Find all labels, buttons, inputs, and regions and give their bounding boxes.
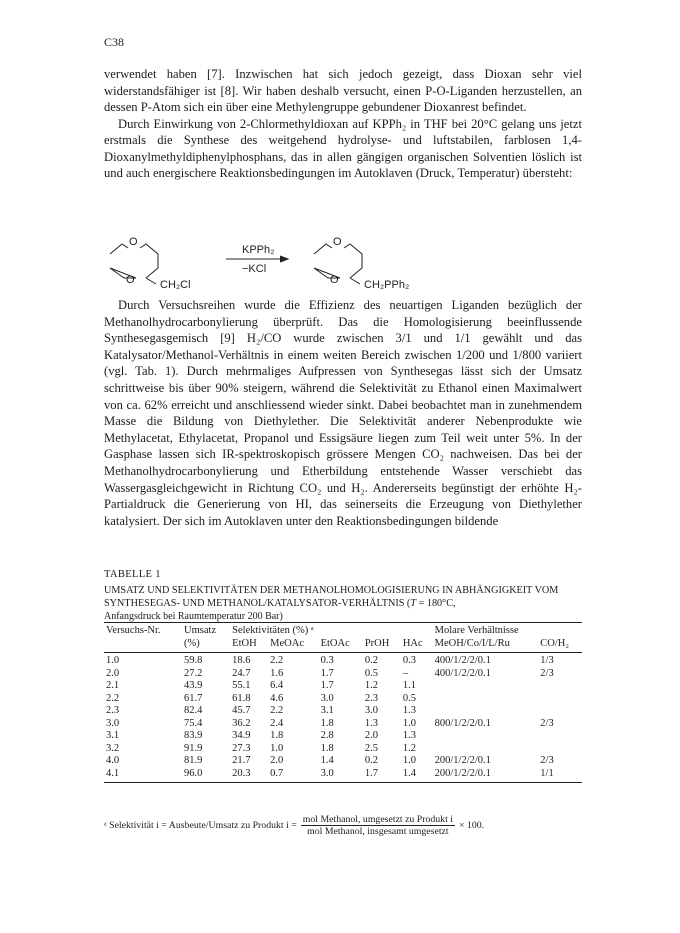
subcol-etoh: EtOH xyxy=(230,638,268,653)
table-cell: 3.0 xyxy=(319,768,363,783)
table-caption xyxy=(104,569,582,622)
table-cell: 2/3 xyxy=(540,755,554,766)
table-cell: 1.6 xyxy=(270,667,284,679)
col-versuch-blank xyxy=(104,638,182,653)
table-cell: 3.1 xyxy=(320,705,334,716)
table-cell: 34.9 xyxy=(232,730,251,741)
table-cell: 59.8 xyxy=(184,655,203,666)
table-cell: 1.7 xyxy=(320,680,334,691)
table-heading-tail: = 180°C, xyxy=(416,598,456,609)
table-cell xyxy=(538,705,582,718)
table-subheading: Anfangsdruck bei Raumtemperatur 200 Bar) xyxy=(104,611,283,622)
table-cell: 27.3 xyxy=(232,742,251,754)
table-cell: 4.6 xyxy=(270,692,284,704)
table-row xyxy=(104,730,582,743)
footnote-lead: ᵃ Selektivität i = Ausbeute/Umsatz zu Produkt i = xyxy=(104,820,297,831)
reaction-scheme xyxy=(104,228,582,292)
table-cell: 0.5 xyxy=(364,667,378,679)
table-cell xyxy=(433,730,539,743)
table-cell: 1.2 xyxy=(364,680,378,691)
col-umsatz: Umsatz xyxy=(182,623,230,638)
table-row xyxy=(104,705,582,718)
subcol-etoac: EtOAc xyxy=(319,638,363,653)
body-text-top xyxy=(104,66,582,182)
table-cell: 1.3 xyxy=(364,717,378,729)
table-cell xyxy=(433,705,539,718)
col-versuch: Versuchs-Nr. xyxy=(104,623,182,638)
table-cell xyxy=(433,693,539,706)
table-cell: 91.9 xyxy=(184,742,203,754)
table-cell: 0.2 xyxy=(364,755,378,766)
table-cell: 83.9 xyxy=(184,730,203,741)
table-row xyxy=(104,743,582,756)
table-cell: 1.8 xyxy=(320,717,334,729)
subcol-ratio: MeOH/Co/I/L/Ru xyxy=(433,638,539,653)
table-cell: 1.1 xyxy=(402,680,416,691)
reagent-top: KPPh₂ xyxy=(242,244,275,256)
table-row xyxy=(104,668,582,681)
product-bond xyxy=(350,278,360,284)
product-ring xyxy=(314,244,362,278)
table-cell: 0.3 xyxy=(320,655,334,666)
paragraph-2: Durch Einwirkung von 2-Chlormethyldioxan auf KPPh₂ in THF bei 20°C gelang uns jetzt erstmals die Synthese des weitgehend hydrolyse- und luftstabilen, farblosen 1,4-Dioxanylmethyldiphenylphosphans, das in allen gängigen organischen Solventien löslich ist und auch energischere Reaktionsbedingungen im Autoklaven (Druck, Temperatur) übersteht: xyxy=(104,116,582,180)
table-footnote xyxy=(104,814,582,837)
subcol-hac: HAc xyxy=(401,638,433,653)
table-heading xyxy=(104,584,582,610)
table-cell xyxy=(538,743,582,756)
table-cell: 1.0 xyxy=(402,717,416,729)
subcol-co-h2: CO/H₂ xyxy=(538,638,582,653)
reaction-scheme-drawing xyxy=(104,228,582,292)
table-cell: 200/1/2/2/0.1 xyxy=(434,755,491,766)
table-cell: 96.0 xyxy=(182,768,230,783)
table-heading-t: T xyxy=(410,598,417,609)
table-cell: 1.3 xyxy=(402,730,416,741)
table-cell: 24.7 xyxy=(232,667,251,679)
table-cell: 3.1 xyxy=(106,730,120,741)
footnote-numerator: mol Methanol, umgesetzt zu Produkt i xyxy=(302,814,453,825)
table-cell: 1.8 xyxy=(320,742,334,754)
table-cell: 4.0 xyxy=(106,755,120,766)
table-cell: 2.3 xyxy=(106,705,120,716)
page-number: C38 xyxy=(104,35,125,49)
table-cell xyxy=(433,743,539,756)
table-row xyxy=(104,718,582,731)
table-row xyxy=(104,693,582,706)
reactant-o-top: O xyxy=(129,236,138,248)
arrow-head xyxy=(280,256,288,262)
col-umsatz-unit: (%) xyxy=(182,638,230,653)
col-molare: Molare Verhältnisse xyxy=(433,623,582,638)
results-table xyxy=(104,622,582,783)
table-cell: 43.9 xyxy=(184,680,203,691)
table-cell: 0.7 xyxy=(268,768,318,783)
table-cell: 1.0 xyxy=(106,655,120,666)
table-cell: 82.4 xyxy=(184,705,203,716)
table-cell: 75.4 xyxy=(184,717,203,729)
table-cell: 1/1 xyxy=(538,768,582,783)
col-selektivitaeten: Selektivitäten (%) ᵃ xyxy=(230,623,432,638)
table-title: TABELLE 1 xyxy=(104,569,161,580)
table-cell: 18.6 xyxy=(232,655,251,666)
table-cell: 2.5 xyxy=(364,742,378,754)
subcol-proh: PrOH xyxy=(363,638,401,653)
table-cell: 1.3 xyxy=(402,705,416,716)
table-cell: 400/1/2/2/0.1 xyxy=(434,667,491,679)
footnote-denominator: mol Methanol, insgesamt umgesetzt xyxy=(307,826,449,837)
table-cell: 3.0 xyxy=(320,692,334,704)
table-cell: 400/1/2/2/0.1 xyxy=(434,655,491,666)
table-cell: 1.0 xyxy=(402,755,416,766)
table-cell: 1.8 xyxy=(270,730,284,741)
table-cell: 200/1/2/2/0.1 xyxy=(433,768,539,783)
reactant-o-bottom: O xyxy=(126,274,135,286)
table-cell: 3.0 xyxy=(364,705,378,716)
table-cell: 1.4 xyxy=(401,768,433,783)
table-cell: 1.7 xyxy=(363,768,401,783)
table-cell: 1.0 xyxy=(270,742,284,754)
table-cell: 1/3 xyxy=(540,655,554,666)
table-cell: 1.7 xyxy=(320,667,334,679)
table-cell xyxy=(538,693,582,706)
reagent-bottom: −KCl xyxy=(242,263,267,275)
table-row xyxy=(104,653,582,668)
table-cell: 2.0 xyxy=(364,730,378,741)
subcol-meoac: MeOAc xyxy=(268,638,318,653)
table-cell: 2.4 xyxy=(270,717,284,729)
table-cell: 2.3 xyxy=(364,692,378,704)
product-o-bottom: O xyxy=(330,274,339,286)
table-cell: 2.2 xyxy=(270,655,284,666)
table-cell: 20.3 xyxy=(230,768,268,783)
table-cell: 0.5 xyxy=(402,692,416,704)
table-cell: 2.2 xyxy=(270,705,284,716)
table-cell: 81.9 xyxy=(184,755,203,766)
table-cell: – xyxy=(402,667,409,679)
table-cell: 45.7 xyxy=(232,705,251,716)
footnote-tail: × 100. xyxy=(458,820,485,831)
table-cell: 36.2 xyxy=(232,717,251,729)
table-cell: 1.2 xyxy=(402,742,416,754)
table-cell: 2/3 xyxy=(540,717,554,729)
paragraph-3: Durch Versuchsreihen wurde die Effizienz des neuartigen Liganden bezüglich der Methanolhydrocarbonylierung überprüft. Das die Homologisierung beeinflussende Synthesegasgemisch [9] H₂/CO wurde zwischen 3/1 und 1/1 gewählt und das Katalysator/Methanol-Verhältnis in einem weiten Bereich zwischen 1/200 und 1/800 variiert (vgl. Tab. 1). Durch mehrmaliges Aufpressen von Synthesegas lässt sich der Umsatz schrittweise bis über 90% steigern, während die Selektivität zu Ethanol einen Maximalwert von ca. 62% erreicht und anschliessend wieder sinkt. Dabei beobachtet man in zunehmendem Masse die Bildung von Diethylether. Die Selektivität anderer Nebenprodukte wie Methylacetat, Ethylacetat, Propanol und Essigsäure liegen zum Teil weit unter 5%. In der Gasphase lassen sich IR-spektroskopisch grössere Mengen CO₂ nachweisen. Das bei der Methanolhydrocarbonylierung und Etherbildung entstehende Wasser verschiebt das Wassergasgleichgewicht in Richtung CO₂ und H₂. Andererseits begünstigt der erhöhte H₂-Partialdruck die Generierung von HI, das seinerseits die Erzeugung von Diethylether katalysiert. Der sich im Autoklaven unter den Reaktionsbedingungen bildende xyxy=(104,298,582,528)
reactant-ring xyxy=(110,244,158,278)
table-cell: 2.0 xyxy=(106,667,120,679)
table-cell: 6.4 xyxy=(270,680,284,691)
table-cell xyxy=(538,730,582,743)
table-cell: 3.0 xyxy=(106,717,120,729)
table-cell: 800/1/2/2/0.1 xyxy=(434,717,491,729)
table-cell: 61.7 xyxy=(184,692,203,704)
table-cell: 21.7 xyxy=(232,755,251,766)
table-cell: 27.2 xyxy=(184,667,203,679)
table-row xyxy=(104,680,582,693)
reactant-substituent: CH₂Cl xyxy=(160,279,191,291)
table-cell: 2.1 xyxy=(106,680,120,691)
table-cell: 2.8 xyxy=(320,730,334,741)
table-cell: 2.2 xyxy=(106,692,120,704)
table-cell: 55.1 xyxy=(232,680,251,691)
table-cell xyxy=(538,680,582,693)
table-cell: 2.0 xyxy=(270,755,284,766)
paragraph-1: verwendet haben [7]. Inzwischen hat sich jedoch gezeigt, dass Dioxan sehr viel widerstandsfähiger ist [8]. Wir haben deshalb versucht, einen P-O-Liganden herzustellen, an dessen P-Atom sich ein über eine Methylengruppe gebundener Dioxanrest befindet. xyxy=(104,67,582,114)
table-cell: 4.1 xyxy=(104,768,182,783)
table-cell: 0.2 xyxy=(364,655,378,666)
table-cell: 1.4 xyxy=(320,755,334,766)
table-cell: 3.2 xyxy=(106,742,120,754)
table-row xyxy=(104,755,582,768)
table-cell: 0.3 xyxy=(402,655,416,666)
product-o-top: O xyxy=(333,236,342,248)
table-heading-main: UMSATZ UND SELEKTIVITÄTEN DER METHANOLHOMOLOGISIERUNG IN ABHÄNGIGKEIT VOM SYNTHESEGAS- UND METHANOL/KATALYSATOR-VERHÄLTNIS ( xyxy=(104,585,559,609)
table-cell xyxy=(433,680,539,693)
table-cell: 61.8 xyxy=(232,692,251,704)
product-substituent: CH₂PPh₂ xyxy=(364,279,410,291)
body-text-bottom xyxy=(104,297,582,529)
table-row xyxy=(104,768,582,783)
footnote-fraction xyxy=(301,814,455,837)
reactant-bond xyxy=(146,278,156,284)
table-cell: 2/3 xyxy=(540,667,554,679)
